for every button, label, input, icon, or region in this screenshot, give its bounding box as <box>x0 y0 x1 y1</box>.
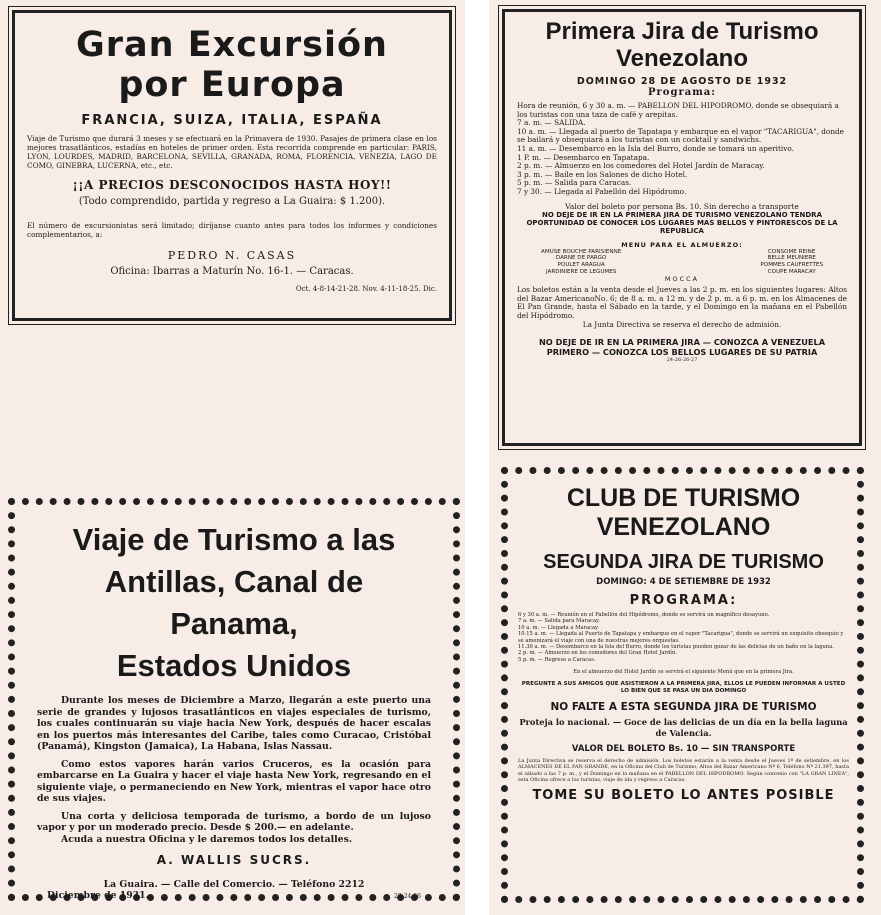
menu-column-left <box>541 249 621 275</box>
ad-antilles-para3: Una corta y deliciosa temporada de turismo, a bordo de un lujoso vapor y por un moderado precio. Desde $ 200.— en adelante. <box>37 810 431 833</box>
ad-first-tour <box>502 9 862 446</box>
schedule-item: 11.30 a. m. — Desembarco en la Isla del Burro, donde los turistas pueden gozar de las delicias de un baño en la laguna. <box>518 644 834 651</box>
ad-antilles-para2: Como estos vapores harán varios Cruceros, es la ocasión para embarcarse en La Guaira y hacer el viaje hasta New York, regresando en el siguiente viaje, o permaneciendo en New York, mientras el vapor hace otro de sus viajes. <box>37 758 431 804</box>
ad-europe-title-line2: por Europa <box>118 65 346 105</box>
menu-item: AMUSE BOUCHE PARISIENNE <box>541 248 622 255</box>
ad-second-tour-sales-info: La Junta Directiva se reserva el derecho de admisión. Los boletos estarán a la venta desde el Jueves 1º de setiembre, en los ALMACENES DE EL PAN GRANDE, en la Oficina del Club de Turismo, Altos del Bazar Americano Nº 6, Teléfono Nº 21.397, hasta el sábado a las 7 p. m., y el Domingo en la mañana en el PABELLON DEL HIPODROMO. Según convenio con "LA GRAN LINEA", esta Oficina ofrece a los turistas, viaje de ida y regreso a Caracas. <box>518 758 849 783</box>
ad-first-tour-board-notice: La Junta Directiva se reserva el derecho de admisión. <box>582 319 782 329</box>
ad-antilles-para4: Acuda a nuestra Oficina y le daremos todos los detalles. <box>61 833 353 845</box>
ad-first-tour-program-label: Programa: <box>648 87 716 98</box>
ad-europe-notice: El número de excursionistas será limitado; diríjanse cuanto antes para todos los informes y condiciones complementarios, a: <box>27 221 437 239</box>
ad-second-tour-footer: TOME SU BOLETO LO ANTES POSIBLE <box>532 788 835 804</box>
ad-europe-contact-address: Oficina: Ibarras a Maturín No. 16-1. — Caracas. <box>110 266 354 277</box>
ad-first-tour-sales-info: Los boletos están a la venta desde el Jueves a las 2 p. m. en los siguientes lugares: Altos del Bazar AmericanoNo. 6; de 8 a. m. a 12 m. y de 2 p. m. a 6 p. m. en los Almacenes de El Pan Grande, hasta el Sábado en la tarde, y el Domingo en la mañana en el Pabellón del Hipódromo. <box>517 285 847 320</box>
ad-first-tour-caps: NO DEJE DE IR EN LA PRIMERA JIRA DE TURISMO VENEZOLANO TENDRA OPORTUNIDAD DE CONOCER LOS LUGARES MAS BELLOS Y PINTORESCOS DE LA REPUBLICA <box>526 210 838 236</box>
menu-item: JARDINIERE DE LEGUMES <box>545 268 617 275</box>
schedule-item: 7 y 30. — Llegada al Pabellón del Hipódromo. <box>517 186 687 196</box>
ad-second-tour-title-line2: VENEZOLANO <box>596 513 771 541</box>
ad-second-tour-dont-miss: NO FALTE A ESTA SEGUNDA JIRA DE TURISMO <box>550 701 817 714</box>
ad-antilles-footer-row <box>37 890 431 901</box>
schedule-item: 1 P. m. — Desembarco en Tapatapa. <box>517 152 650 162</box>
schedule-item: 11 a. m. — Desembarco en la Isla del Burro, donde se tomará un aperitivo. <box>517 143 794 153</box>
ad-second-tour-subtitle: SEGUNDA JIRA DE TURISMO <box>543 551 824 573</box>
schedule-item: 7 a. m. — SALIDA. <box>517 118 586 128</box>
menu-column-right <box>760 249 823 275</box>
schedule-item: 10.15 a. m. — Llegada al Puerto de Tapatapa y embarque en el vapor "Tacarigua", donde se servirá un exquisito obsequio y se amenizará el viaje con una de nuestras mejores orquestas. <box>518 631 844 644</box>
menu-item: COUPE MARACAY <box>767 268 816 275</box>
ad-second-tour <box>501 467 864 903</box>
menu-item: POMMES CAUFRETTES <box>760 261 823 268</box>
ad-europe-countries: FRANCIA, SUIZA, ITALIA, ESPAÑA <box>81 113 383 128</box>
ad-first-tour-date: DOMINGO 28 DE AGOSTO DE 1932 <box>576 76 788 87</box>
menu-item: BELLE MEUNIERE <box>767 255 816 262</box>
ad-first-tour-title-line2: Venezolano <box>615 45 749 72</box>
ad-europe-price-detail: (Todo comprendido, partida y regreso a La Guaira: $ 1.200). <box>78 196 386 207</box>
ad-first-tour-code: 24-26-26-27 <box>666 357 698 364</box>
ad-antilles-address: La Guaira. — Calle del Comercio. — Teléfono 2212 <box>103 879 365 890</box>
ad-europe-contact-name: PEDRO N. CASAS <box>167 249 297 262</box>
ad-second-tour-ask-friends: PREGUNTE A SUS AMIGOS QUE ASISTIERON A LA PRIMERA JIRA, ELLOS LE PUEDEN INFORMAR A USTED LO BIEN QUE SE PASA UN DIA DOMINGO <box>521 681 846 695</box>
ad-europe-price-headline: ¡¡A PRECIOS DESCONOCIDOS HASTA HOY!! <box>72 178 392 192</box>
ad-first-tour-footer: NO DEJE DE IR EN LA PRIMERA JIRA — CONOZCA A VENEZUELA PRIMERO — CONOZCA LOS BELLOS LUGARES DE SU PATRIA <box>538 337 826 358</box>
schedule-item: 6 y 30 a. m. — Reunión en el Pabellón del Hipódromo, donde se servirá un magnífico desayuno. <box>518 612 770 618</box>
ad-first-tour-title-line1: Primera Jira de Turismo <box>545 18 819 45</box>
ad-europe-title-line1: Gran Excursión <box>76 25 388 65</box>
ad-first-tour-menu-title: MENU PARA EL ALMUERZO: <box>621 240 743 249</box>
menu-coffee: MOCCA <box>664 275 700 284</box>
schedule-item: 7 a. m. — Salida para Maracay. <box>518 618 600 625</box>
ad-first-tour-ticket: Valor del boleto por persona Bs. 10. Sin derecho a transporte <box>565 201 799 211</box>
schedule-item: 10 a. m. — Llegada a Maracay. <box>518 624 599 631</box>
menu-item: DARNE DE PARGO <box>555 255 607 262</box>
schedule-item: 10 a. m. — Llegada al puerto de Tapatapa y embarque en el vapor "TACARIGUA", donde se bailará y obsequiará a los turistas con un cocktail y sandwichs. <box>517 126 845 145</box>
schedule-item: 5 p. m. — Salida para Caracas. <box>517 178 632 188</box>
ad-europe-body: Viaje de Turismo que durará 3 meses y se efectuará en la Primavera de 1930. Pasajes de primera clase en los mejores trasatlánticos, estadías en hoteles de primer orden. Esta recorrida comprende en particular: PARIS, LYON, LOURDES, MADRID, BARCELONA, SEVILLA, GRANADA, ROMA, FLORENCIA, VENEZIA, LAGO DE COMO, GINEBRA, LUCERNA, etc., etc. <box>27 134 437 170</box>
ad-second-tour-menu-note: En el almuerzo del Hotel Jardín se servirá el siguiente Menú que en la primera Jira. <box>573 669 794 676</box>
ad-second-tour-protect: Proteja lo nacional. — Goce de las delicias de un día en la bella laguna de Valencia. <box>519 717 848 738</box>
ad-europe-dates: Oct. 4-8-14-21-28. Nov. 4-11-18-25. Dic. <box>295 285 437 293</box>
ad-second-tour-schedule <box>518 612 849 663</box>
ad-antilles-title-line2: Antillas, Canal de Panama, <box>104 564 364 641</box>
menu-item: CONSOME REINE <box>768 248 816 255</box>
menu-item: POULET ARAGUA <box>557 261 605 268</box>
ad-second-tour-title-line1: CLUB DE TURISMO <box>566 484 801 512</box>
ad-second-tour-program-label: PROGRAMA: <box>629 593 738 608</box>
ad-antilles-code: 22-24-26 <box>394 893 421 900</box>
ad-antilles-title-line3: Estados Unidos <box>116 648 352 683</box>
ad-antilles-para1: Durante los meses de Diciembre a Marzo, llegarán a este puerto una serie de grandes y lujosos trasatlánticos en viajes especiales de turismo, los cuales continuarán su viaje hacia New York, después de hacer escalas en los puertos más interesantes del Caribe, tales como Curacao, Cristóbal (Panamá), Kingston (Jamaica), La Habana, Islas Nassau. <box>37 695 431 752</box>
ad-antilles-name: A. WALLIS SUCRS. <box>156 853 312 867</box>
ad-antilles-title-line1: Viaje de Turismo a las <box>72 522 396 557</box>
ad-second-tour-date: DOMINGO: 4 DE SETIEMBRE DE 1932 <box>596 577 771 587</box>
schedule-item: Hora de reunión, 6 y 30 a. m. — PABELLON DEL HIPODROMO, donde se obsequiará a los turistas con una taza de café y arepitas. <box>517 101 839 119</box>
ad-europe-excursion <box>12 10 452 321</box>
ad-antilles-date: Diciembre de 1931. <box>47 890 149 901</box>
ad-first-tour-schedule <box>517 102 847 197</box>
ad-antilles-trip <box>8 498 460 901</box>
schedule-item: 5 p. m. — Regreso a Caracas. <box>518 656 596 663</box>
schedule-item: 2 p. m. — Almuerzo en los comedores del Gran Hotel Jardín. <box>518 650 677 657</box>
ad-second-tour-ticket: VALOR DEL BOLETO Bs. 10 — SIN TRANSPORTE <box>571 744 796 755</box>
ad-first-tour-menu <box>517 249 847 275</box>
schedule-item: 2 p. m. — Almuerzo en los comedores del Hotel Jardín de Maracay. <box>517 161 765 171</box>
schedule-item: 3 p. m. — Baile en los Salones de dicho Hotel. <box>517 169 688 179</box>
